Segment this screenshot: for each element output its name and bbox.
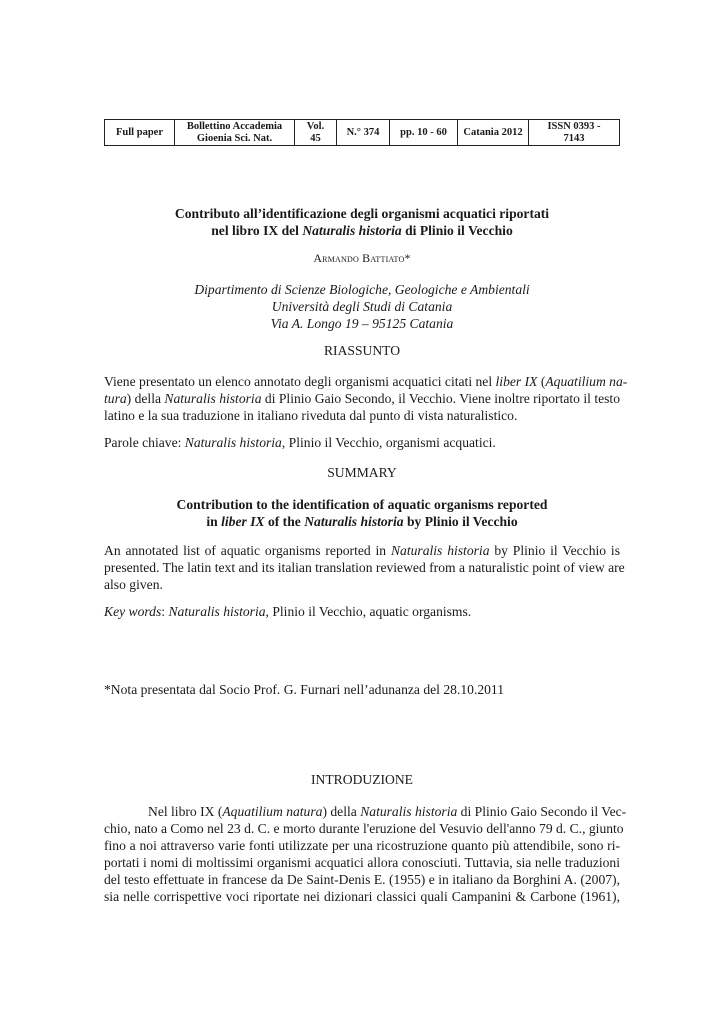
- issn-cell: [529, 120, 619, 145]
- summary-title: [104, 496, 620, 530]
- italic-run: liber IX: [221, 514, 265, 529]
- paper-type: Full paper: [116, 126, 163, 138]
- volume-number: 45: [310, 132, 321, 144]
- text-line: presented. The latin text and its italian translation reviewed from a naturalistic point of view are: [104, 560, 625, 575]
- introduzione-text: [104, 803, 627, 905]
- issn-line-2: 7143: [563, 132, 585, 144]
- text-run: , Plinio il Vecchio, organismi acquatici.: [281, 435, 496, 450]
- text-run: in: [206, 514, 222, 529]
- text-run: by Plinio il Vecchio: [403, 514, 518, 529]
- italic-run: Naturalis historia: [164, 391, 262, 406]
- page-range: pp. 10 - 60: [400, 126, 447, 138]
- issn-line-1: ISSN 0393 -: [547, 120, 601, 132]
- presentation-note: [104, 681, 620, 698]
- text-line: latino e la sua traduzione in italiano riveduta dal punto di vista naturalistico.: [104, 408, 518, 423]
- text-line: also given.: [104, 577, 163, 592]
- summary-title-line-2: [104, 513, 620, 530]
- text-line: [104, 373, 628, 390]
- title-text: di Plinio il Vecchio: [401, 223, 513, 238]
- text-run: ) della: [322, 804, 361, 819]
- text-run: (: [537, 374, 546, 389]
- volume-cell: [295, 120, 337, 145]
- affiliation-address: Via A. Longo 19 – 95125 Catania: [270, 316, 454, 331]
- italic-run: Naturalis historia: [168, 604, 266, 619]
- text-line: [104, 803, 627, 820]
- text-line: [104, 434, 620, 451]
- title-line-2: [104, 222, 620, 239]
- italic-run: tura: [104, 391, 127, 406]
- italic-run: Naturalis historia: [360, 804, 458, 819]
- text-run: An annotated list of aquatic organisms reported in: [104, 543, 391, 558]
- pages-cell: [390, 120, 458, 145]
- text-line: *Nota presentata dal Socio Prof. G. Furnari nell’adunanza del 28.10.2011: [104, 682, 505, 697]
- author-name: Armando Battiato*: [313, 251, 411, 265]
- italic-run: Key words: [104, 604, 162, 619]
- volume: [307, 121, 324, 145]
- text-run: di Plinio Gaio Secondo, il Vecchio. Viene inoltre riportato il testo: [261, 391, 620, 406]
- italic-run: Aquatilium natura: [222, 804, 323, 819]
- italic-run: Naturalis historia: [390, 543, 490, 558]
- text-line: del testo effettuate in francese da De Saint-Denis E. (1955) e in italiano da Borghini A. (2007),: [104, 872, 620, 887]
- issue-number: N.° 374: [346, 126, 380, 138]
- paper-type-cell: [105, 120, 175, 145]
- text-line: [104, 603, 620, 620]
- affiliation-university: Università degli Studi di Catania: [271, 299, 453, 314]
- journal-name: [187, 121, 282, 145]
- text-line: portati i nomi di moltissimi organismi acquatici allora conosciuti. Tuttavia, sia nelle traduzioni: [104, 855, 620, 870]
- italic-run: Aquatilium na-: [545, 374, 628, 389]
- text-line: fino a noi attraverso varie fonti utilizzate per una ricostruzione quanto più attendibile, sono ri-: [104, 838, 620, 853]
- riassunto-text: [104, 373, 628, 424]
- text-run: ) della: [126, 391, 165, 406]
- italic-run: Naturalis historia: [184, 435, 282, 450]
- summary-title-line-1: Contribution to the identification of aquatic organisms reported: [176, 497, 548, 512]
- place-year: Catania 2012: [463, 126, 523, 138]
- journal-line-2: Gioenia Sci. Nat.: [196, 132, 273, 144]
- text-line: [104, 542, 620, 559]
- journal-cell: [175, 120, 295, 145]
- volume-label: Vol.: [306, 120, 325, 132]
- text-line: chio, nato a Como nel 23 d. C. e morto durante l'eruzione del Vesuvio dell'anno 79 d. C., giunto: [104, 821, 624, 836]
- text-run: by Plinio il Vecchio is: [489, 543, 620, 558]
- publication-header-table: [104, 119, 620, 146]
- text-run: :: [161, 604, 169, 619]
- italic-run: liber IX: [495, 374, 538, 389]
- summary-text: [104, 542, 625, 593]
- text-run: Parole chiave:: [104, 435, 185, 450]
- text-run: di Plinio Gaio Secondo il Vec-: [457, 804, 627, 819]
- text-run: Viene presentato un elenco annotato degli organismi acquatici citati nel: [104, 374, 496, 389]
- issue-number-cell: [337, 120, 390, 145]
- introduzione-heading: INTRODUZIONE: [311, 772, 413, 787]
- title-italic: Naturalis historia: [302, 223, 402, 238]
- title-text: nel libro IX del: [211, 223, 303, 238]
- riassunto-heading: RIASSUNTO: [323, 343, 401, 358]
- place-year-cell: [458, 120, 529, 145]
- paper-title: [104, 205, 620, 239]
- affiliation-department: Dipartimento di Scienze Biologiche, Geologiche e Ambientali: [194, 282, 530, 297]
- title-line-1: Contributo all’identificazione degli organismi acquatici riportati: [174, 206, 550, 221]
- issn: [547, 121, 600, 145]
- text-run: of the: [264, 514, 305, 529]
- summary-keywords: [104, 603, 620, 620]
- text-run: Nel libro IX (: [148, 804, 223, 819]
- text-line: [104, 390, 620, 407]
- affiliation: [104, 281, 620, 332]
- text-line: sia nelle corrispettive voci riportate nei dizionari classici quali Campanini & Carbone (1961),: [104, 889, 620, 904]
- italic-run: Naturalis historia: [304, 514, 404, 529]
- riassunto-keywords: [104, 434, 620, 451]
- text-run: , Plinio il Vecchio, aquatic organisms.: [265, 604, 472, 619]
- journal-line-1: Bollettino Accademia: [186, 120, 283, 132]
- summary-heading: SUMMARY: [327, 465, 397, 480]
